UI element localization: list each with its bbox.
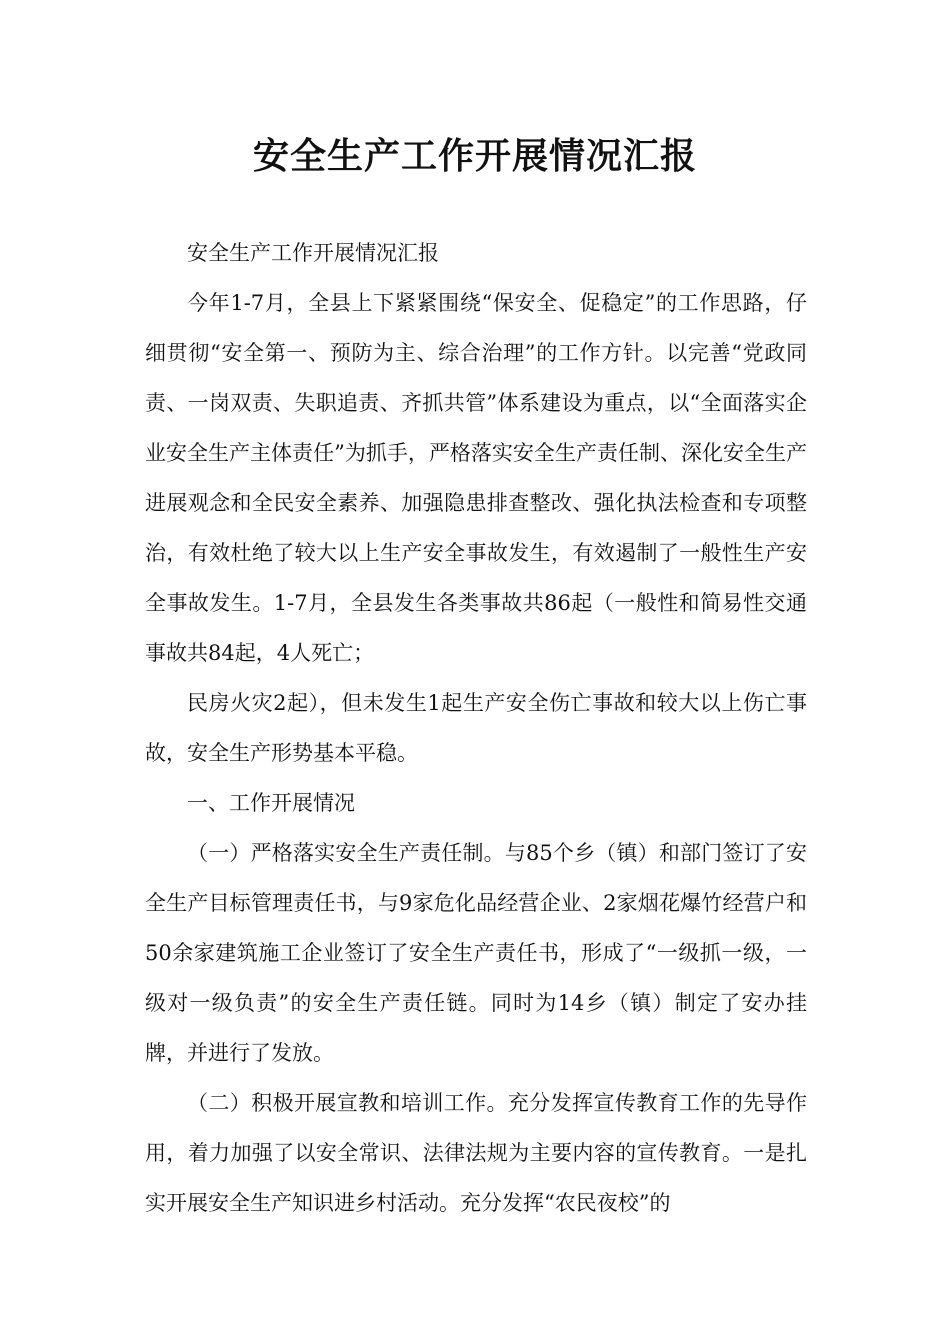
document-body — [145, 228, 807, 1228]
paragraph-subtitle: 安全生产工作开展情况汇报 — [187, 241, 439, 265]
paragraph-intro-continued: 民房火灾2起），但未发生1起生产安全伤亡事故和较大以上伤亡事故，安全生产形势基本平稳。 — [145, 691, 807, 765]
section-heading: 一、工作开展情况 — [187, 791, 355, 815]
paragraph-section-2: （二）积极开展宣教和培训工作。充分发挥宣传教育工作的先导作用，着力加强了以安全常识、法律法规为主要内容的宣传教育。一是扎实开展安全生产知识进乡村活动。充分发挥“农民夜校”的 — [145, 1091, 807, 1215]
document-title: 安全生产工作开展情况汇报 — [252, 136, 697, 177]
paragraph-section-1: （一）严格落实安全生产责任制。与85个乡（镇）和部门签订了安全生产目标管理责任书，与9家危化品经营企业、2家烟花爆竹经营户和50余家建筑施工企业签订了安全生产责任书，形成了“一级抓一级，一级对一级负责”的安全生产责任链。同时为14乡（镇）制定了安办挂牌，并进行了发放。 — [145, 841, 807, 1065]
paragraph-intro: 今年1-7月，全县上下紧紧围绕“保安全、促稳定”的工作思路，仔细贯彻“安全第一、预防为主、综合治理”的工作方针。以完善“党政同责、一岗双责、失职追责、齐抓共管”体系建设为重点，以“全面落实企业安全生产主体责任”为抓手，严格落实安全生产责任制、深化安全生产进展观念和全民安全素养、加强隐患排查整改、强化执法检查和专项整治，有效杜绝了较大以上生产安全事故发生，有效遏制了一般性生产安全事故发生。1-7月，全县发生各类事故共86起（一般性和简易性交通事故共84起，4人死亡； — [145, 291, 807, 665]
